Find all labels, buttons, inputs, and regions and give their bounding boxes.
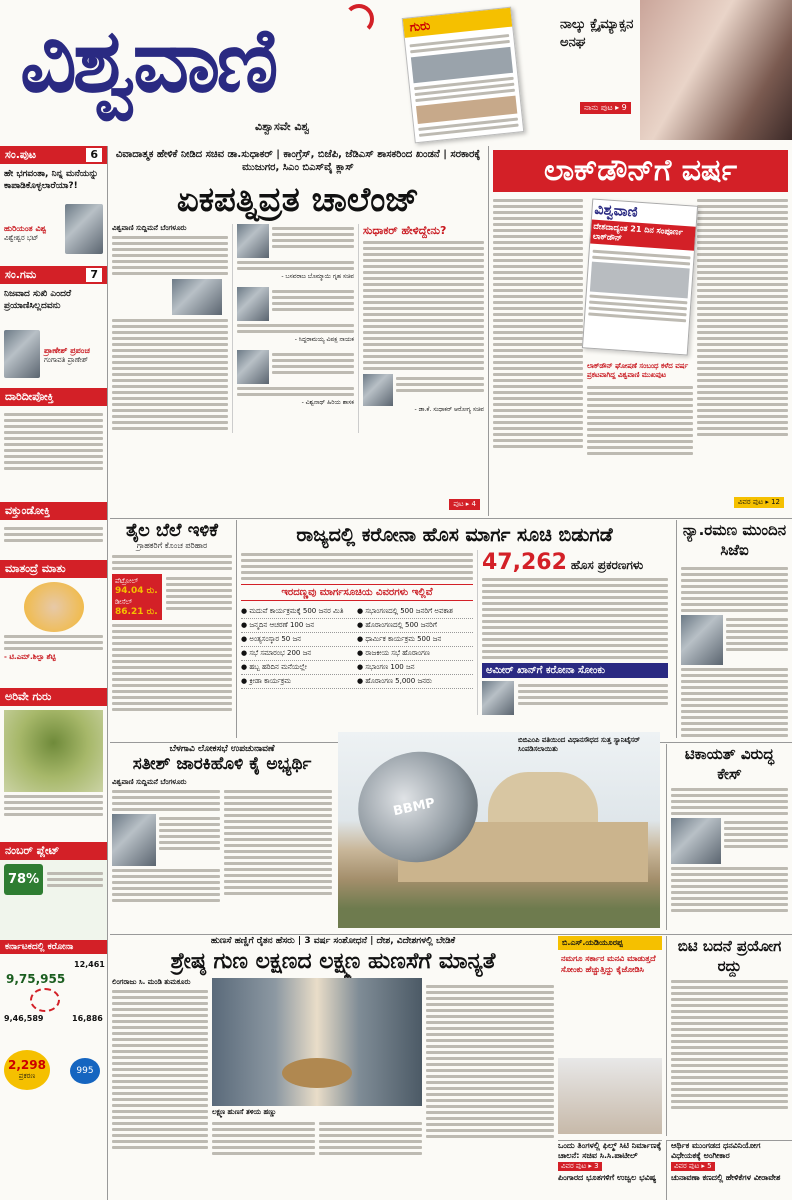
author-photo-2 [4, 330, 40, 378]
left-rail [0, 146, 108, 1200]
top-story-headline[interactable]: ಏಕಪತ್ನಿವ್ರತ ಚಾಲೆಂಜ್ [176, 180, 420, 220]
column-1-sign: ಹುರಿಯಂತ ವಿಶ್ವ [4, 224, 47, 233]
fuel-sub: ಗ್ರಾಹಕರಿಗೆ ಕೊಂಚ ಪರಿಹಾರ [136, 541, 208, 550]
masthead [0, 0, 792, 146]
issue-box-2: ಸಂ.ಗಮ 7 [0, 266, 107, 284]
guideline-head: ಇರದಣ್ಣವು ಮಾರ್ಗಸೂಚಿಯ ವಿವರಗಳು ಇಲ್ಲಿವೆ [241, 584, 473, 601]
guideline-cell: ● ಧಾರ್ಮಿಕ ಕಾರ್ಯಕ್ರಮ 500 ಜನ [357, 635, 442, 643]
quote-1-sign: - ಬಸವರಾಜ ಬೊಮ್ಮಾಯಿ ಗೃಹ ಸಚಿವ [281, 273, 354, 280]
belgaum-story [112, 744, 332, 930]
promo-ref-2: ವಿವರ ಪುಟ ▸ 5 [671, 1162, 715, 1171]
stat-other: 995 [70, 1058, 100, 1084]
np-value: 78% [4, 864, 43, 895]
belgaum-byline: ವಿಶ್ವವಾಣಿ ಸುದ್ದಿಮನೆ ಬೆಂಗಳೂರು [112, 778, 187, 786]
column-2-teaser[interactable]: ನಿಜವಾದ ಸುಖಿ ಎಂದರೆ ಪ್ರಯಾಣಿಸಿಲ್ಲದವನು [4, 289, 72, 311]
column-2-author: ಗಂಗಾವತಿ ಪ್ರಾಣೇಶ್ [44, 356, 89, 364]
guideline-cell: ● ಹೊರಾಂಗಣದಲ್ಲಿ 500 ಜನರಿಗೆ [357, 621, 437, 629]
guideline-cell: ● ಅಂತ್ಯಸಂಸ್ಕಾರ 50 ಜನ [241, 635, 302, 643]
tamarind-kicker: ಹುಣಸೆ ಹಣ್ಣಿಗೆ ರೈತನ ಹೆಸರು | 3 ವರ್ಷ ಸಂಶೋಧನೆ | ದೇಶ, ವಿದೇಶಗಳಲ್ಲಿ ಬೇಡಿಕೆ [210, 936, 456, 946]
quote-2-sign: - ಸಿದ್ದರಾಮಯ್ಯ ವಿಪಕ್ಷ ನಾಯಕ [294, 336, 354, 343]
ramana-story [676, 520, 792, 738]
guideline-cell: ● ಹೊರಾಂಗಣ 5,000 ಜನರು [357, 677, 432, 685]
guideline-cell: ● ಸಭಾಂಗಣದಲ್ಲಿ 500 ಜನರಿಗೆ ಅವಕಾಶ [357, 607, 453, 615]
bsy-quote-box [558, 936, 662, 1136]
number-plate-head: ನಂಬರ್ ಪ್ಲೇಟ್ [0, 842, 107, 860]
guideline-cell: ● ಜನ್ಮದಿನ ಆಚರಣೆ 100 ಜನ [241, 621, 315, 629]
lockdown-story [488, 146, 792, 516]
virus-icon [30, 988, 60, 1012]
stat-total: 9,75,955 [6, 972, 66, 986]
mini-page-label: ಗುರು [403, 8, 512, 38]
column-1-teaser[interactable]: ಹೇ ಭಗವಂತಾ, ನಿನ್ನ ಮನೆಯನ್ನು ಕಾಪಾಡಿಕೊಳ್ಳಲಾರೆಯಾ?! [4, 169, 99, 191]
belgaum-headline[interactable]: ಸತೀಶ್ ಜಾರಕಿಹೊಳಿ ಕೈ ಅಭ್ಯರ್ಥಿ [132, 754, 312, 774]
belgaum-kicker: ಬೆಳಗಾವಿ ಲೋಕಸಭೆ ಉಪಚುನಾವಣೆ [169, 744, 275, 754]
lockdown-headline[interactable]: ಲಾಕ್‌ಡೌನ್‌ಗೆ ವರ್ಷ [493, 150, 788, 192]
sudhakar-box-sign: - ಡಾ.ಕೆ. ಸುಧಾಕರ್ ಆರೋಗ್ಯ ಸಚಿವ [414, 406, 484, 413]
lockdown-continued[interactable]: ವಿವರ ಪುಟ ▸ 12 [734, 497, 784, 508]
aamir-photo [482, 681, 514, 715]
covid-headline[interactable]: ರಾಜ್ಯದಲ್ಲಿ ಕರೋನಾ ಹೊಸ ಮಾರ್ಗ ಸೂಚಿ ಬಿಡುಗಡೆ [296, 524, 613, 546]
tamarind-story [112, 936, 554, 1200]
guideline-cell: ● ಹಬ್ಬ ಹರಿದಿನ ಮನೆಯಲ್ಲೇ [241, 663, 307, 671]
mini-page-promo[interactable] [402, 7, 525, 144]
vaktu-head: ವಕ್ತುಂಡೋಕ್ತಿ [0, 502, 107, 520]
arive-photo [4, 710, 103, 792]
tamarind-photo[interactable] [212, 978, 422, 1106]
darideepa-head: ದಾರಿದೀಪೋಕ್ತಿ [0, 388, 107, 406]
promo-ref[interactable]: ನಾನು ಪುಟ ▸ 9 [580, 102, 631, 114]
promo-couple-photo [640, 0, 792, 140]
guideline-cell: ● ಮದುವೆ ಕಾರ್ಯಕ್ರಮಕ್ಕೆ 500 ಜನರ ಮಿತಿ [241, 607, 344, 615]
top-story [112, 148, 484, 514]
arive-head: ಅರಿವೇ ಗುರು [0, 688, 107, 706]
guideline-row [241, 619, 473, 633]
covid-story [236, 520, 672, 738]
tikait-headline[interactable]: ಟಿಕಾಯತ್ ವಿರುದ್ಧ ಕೇಸ್ [684, 745, 775, 783]
guideline-cell: ● ಕ್ರೀಡಾ ಕಾರ್ಯಕ್ರಮ [241, 677, 291, 685]
issue-box: ಸಂ.ಪುಟ 6 [0, 146, 107, 164]
tamarind-byline: ಲಿಂಗರಾಜು ಸಿ. ಮಂಡಿ ತುಮಕೂರು [112, 978, 191, 986]
guideline-row [241, 633, 473, 647]
guideline-row [241, 647, 473, 661]
guideline-cell: ● ಸಭಾಂಗಣ 100 ಜನ [357, 663, 415, 671]
promo-ref-1: ವಿವರ ಪುಟ ▸ 3 [558, 1162, 602, 1171]
promo-title[interactable]: ನಾಲ್ಕು ಕ್ಲೈಮ್ಯಾಕ್ಸನ ಅನಘ [560, 17, 634, 50]
satish-photo [112, 814, 156, 866]
fuel-price-box: ಪೆಟ್ರೋಲ್ 94.04 ರು. ಡೀಸೆಲ್ 86.21 ರು. [112, 574, 162, 620]
masthead-tagline: ವಿಶ್ವಾಸವೇ ವಿಶ್ವ [255, 120, 310, 133]
logo-signal-icon [344, 4, 374, 34]
bbmp-label: BBMP [391, 795, 437, 820]
quote-3-sign: - ವಿಶ್ವನಾಥ್ ಹಿರಿಯ ಶಾಸಕ [301, 399, 354, 406]
promo-box-1[interactable]: ಒಂದು ತಿಂಗಳಲ್ಲಿ ಫಿಲ್ಮ್ ಸಿಟಿ ನಿರ್ಮಾಣಕ್ಕೆ ಚಾಲನೆ: ಸಚಿವ ಸಿ.ಸಿ.ಪಾಟೀಲ್ ವಿವರ ಪುಟ ▸ 3 ಪಿಂಗಾರದ ಭೂತಗಳಿಗೆ ಉಜ್ವಲ ಭವಿಷ್ಯ [558, 1140, 662, 1200]
bsy-quote: ನಮಗೂ ಸರ್ಕಾರ ಮನವಿ ಮಾಡುತ್ತದೆ ಸೋಂಕು ಹೆಚ್ಚುತ್ತಿದ್ದು ಕೈಜೋಡಿಸಿ [561, 954, 656, 974]
guideline-cell: ● ರಾಜಕೀಯ ಸಭೆ ಹೊರಾಂಗಣ [357, 649, 430, 657]
bsy-label: ಬಿ.ಎಸ್.ಯಡಿಯೂರಪ್ಪ [558, 936, 662, 950]
bt-story [666, 936, 792, 1136]
guideline-row [241, 605, 473, 619]
tikait-photo [671, 818, 721, 864]
guideline-cell: ● ಸಭೆ ಸಮಾರಂಭ 200 ಜನ [241, 649, 312, 657]
top-story-byline: ವಿಶ್ವವಾಣಿ ಸುದ್ದಿಮನೆ ಬೆಂಗಳೂರು [112, 224, 187, 232]
stat-deaths: 16,886 [72, 1014, 103, 1023]
tamarind-headline[interactable]: ಶ್ರೇಷ್ಠ ಗುಣ ಲಕ್ಷಣದ ಲಕ್ಷ್ಮಣ ಹುಣಸೆಗೆ ಮಾನ್ಯತೆ [170, 949, 496, 974]
photo-caption: ಬಿಬಿಎಂಪಿ ವತಿಯಿಂದ ವಿಧಾನಸೌಧದ ಸುತ್ತ ಸ್ಯಾನಿಟೈಸರ್ ಸಿಂಪಡಿಸಲಾಯಿತು [518, 736, 640, 753]
bsy-photo [558, 1058, 662, 1134]
cases-label: ಹೊಸ ಪ್ರಕರಣಗಳು [570, 558, 644, 572]
stat-today: 2,298 ಪ್ರಕರಣ [4, 1050, 50, 1090]
promo-box-2[interactable]: ಆರ್ಥಿಕ ಮುಂಗಡದ ಧನವಿನಿಯೋಗ ವಿಧೇಯಕಕ್ಕೆ ಅಂಗೀಕಾರ ವಿವರ ಪುಟ ▸ 5 ಚುನಾವಣಾ ಕಣದಲ್ಲಿ ಹೇಳಿಕೆಗಳ ವೀರಾವೇಶ [666, 1140, 792, 1200]
vidhana-soudha-photo[interactable] [338, 732, 660, 928]
mathu-author: - ಟಿ.ಎಮ್.ಶಿಲ್ಪಾ ಶೆಟ್ಟಿ [4, 653, 56, 661]
column-1-author: ವಿಶ್ವೇಶ್ವರ ಭಟ್ [4, 234, 39, 242]
masthead-logo[interactable]: ವಿಶ್ವವಾಣಿ [20, 9, 275, 112]
ramana-photo [681, 615, 723, 665]
fuel-story [112, 520, 232, 740]
top-story-kicker: ವಿವಾದಾತ್ಮಕ ಹೇಳಿಕೆ ನೀಡಿದ ಸಚಿವ ಡಾ.ಸುಧಾಕರ್ | ಕಾಂಗ್ರೆಸ್, ಬಿಜೆಪಿ, ಜೆಡಿಎಸ್ ಶಾಸಕರಿಂದ ಖಂಡನೆ | ಸರಕಾರಕ್ಕೆ ಮುಜುಗರ, ಸಿಎಂ ಬಿಎಸ್‌ವೈ ಕ್ಲಾಸ್ [115, 149, 481, 173]
guideline-table [241, 605, 473, 689]
bt-headline[interactable]: ಬಿಟಿ ಬದನೆ ಪ್ರಯೋಗ ರದ್ದು [677, 937, 782, 975]
tikait-story [666, 744, 792, 930]
archive-caption: ಲಾಕ್‌ಡೌನ್ ಘೋಷಣೆ ಸಂಬಂಧ ಕಳೆದ ವರ್ಷ ಪ್ರಕಟವಾಗಿದ್ದ ವಿಶ್ವವಾಣಿ ಮುಖಪುಟ [587, 362, 689, 379]
sudhakar-box-title: ಸುಧಾಕರ್ ಹೇಳಿದ್ದೇನು? [363, 224, 447, 237]
stat-active: 12,461 [74, 960, 105, 969]
karnataka-head: ಕರ್ನಾಟಕದಲ್ಲಿ ಕರೋನಾ [0, 940, 107, 954]
mathu-photo [24, 582, 84, 632]
aamir-title[interactable]: ಅಮೀರ್ ಖಾನ್‌ಗೆ ಕರೋನಾ ಸೋಂಕು [482, 663, 668, 678]
top-story-continued[interactable]: ಪುಟ ▸ 4 [449, 499, 480, 510]
guideline-row [241, 675, 473, 689]
guideline-row [241, 661, 473, 675]
author-photo [65, 204, 103, 254]
mathu-head: ಮಾತಂದ್ರೆ ಮಾತು [0, 560, 107, 578]
tamarind-photo-caption: ಲಕ್ಷ್ಮಣ ಹುಣಸೆ ತಳಿಯ ಹಣ್ಣು [212, 1108, 277, 1116]
archive-front-page[interactable]: ವಿಶ್ವವಾಣಿ ದೇಶದಾದ್ಯಂತ 21 ದಿನ ಸಂಪೂರ್ಣ ಲಾಕ್‌ಡೌನ್ [582, 198, 698, 355]
ramana-headline[interactable]: ನ್ಯಾ.ರಮಣ ಮುಂದಿನ ಸಿಜೆಐ [682, 521, 787, 559]
column-2-sign: ಪ್ರಾಣೇಶ್ ಪ್ರಪಂಚ [44, 346, 90, 355]
stat-recovered: 9,46,589 [4, 1014, 44, 1023]
fuel-headline[interactable]: ತೈಲ ಬೆಲೆ ಇಳಿಕೆ [125, 520, 219, 541]
cases-number: 47,262 [482, 550, 567, 575]
sudhakar-photo [172, 279, 222, 315]
